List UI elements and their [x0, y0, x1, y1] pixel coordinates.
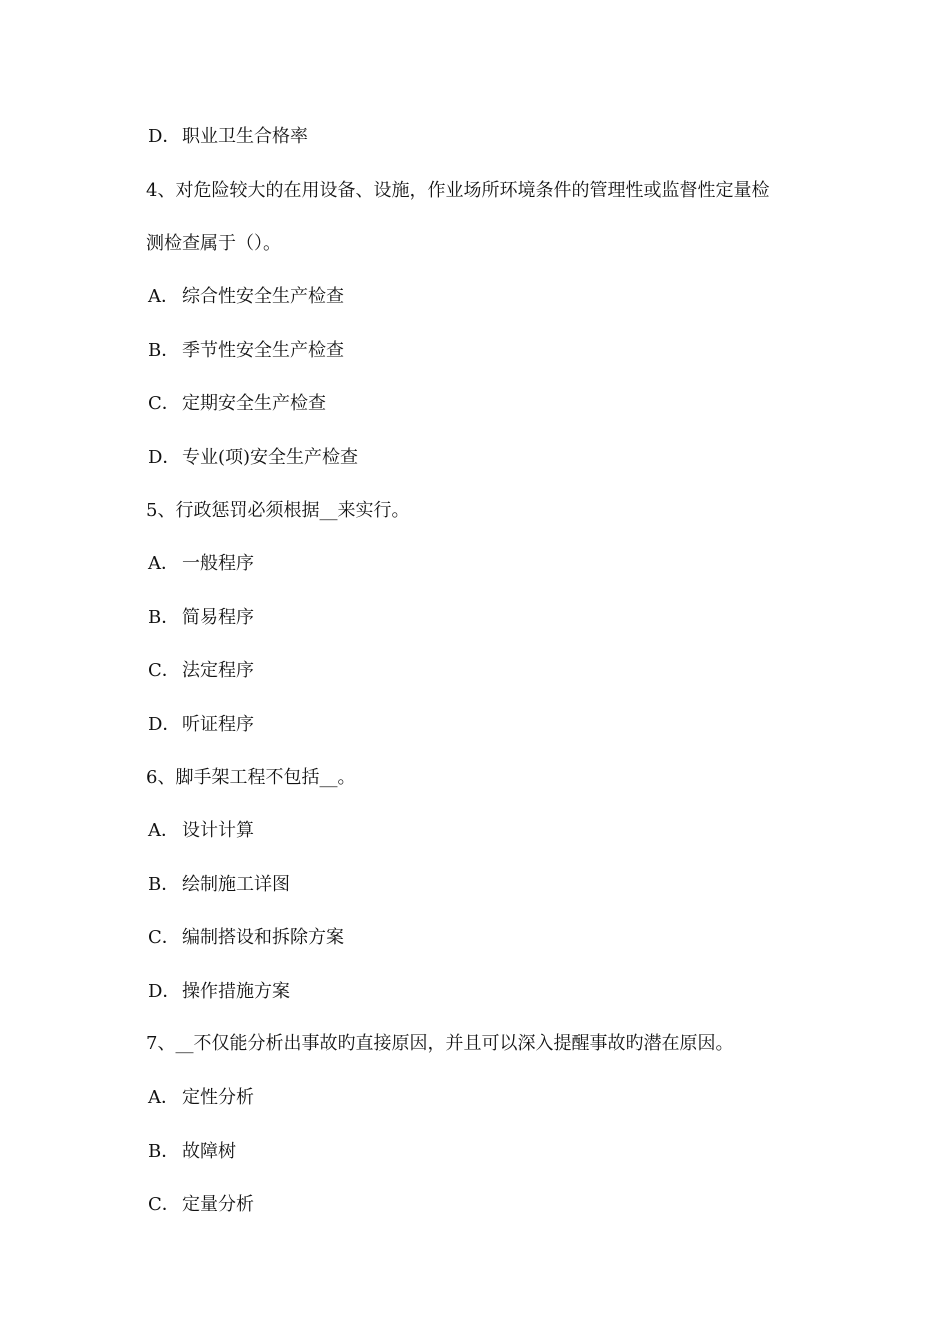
question-line: 测检查属于（）。: [146, 233, 281, 254]
option-line: [148, 1193, 254, 1217]
option-line: [148, 1086, 254, 1110]
option-line: [148, 980, 290, 1004]
option-letter: C．: [148, 927, 180, 948]
option-letter: B．: [148, 340, 180, 361]
option-line: [148, 873, 290, 897]
option-letter: A．: [148, 286, 179, 307]
option-text: 季节性安全生产检查: [182, 340, 344, 361]
option-letter: A．: [148, 820, 179, 841]
option-text: 编制搭设和拆除方案: [182, 927, 344, 948]
option-line: [148, 1140, 236, 1164]
option-text: 职业卫生合格率: [182, 126, 308, 147]
question-line: 4、对危险较大的在用设备、设施，作业场所环境条件的管理性或监督性定量检: [146, 180, 770, 201]
question-line: 5、行政惩罚必须根据__来实行。: [146, 500, 410, 521]
option-line: [148, 819, 254, 843]
question-line: 6、脚手架工程不包括__。: [146, 767, 356, 788]
option-letter: D．: [148, 714, 181, 735]
option-letter: B．: [148, 1141, 180, 1162]
option-text: 设计计算: [182, 820, 254, 841]
option-text: 绘制施工详图: [182, 874, 290, 895]
option-text: 操作措施方案: [182, 981, 290, 1002]
option-line: [148, 659, 254, 683]
option-line: [148, 339, 344, 363]
option-letter: D．: [148, 126, 181, 147]
option-text: 法定程序: [182, 660, 254, 681]
option-line: [148, 285, 344, 309]
option-letter: A．: [148, 553, 179, 574]
option-line: [148, 606, 254, 630]
option-line: [148, 713, 254, 737]
option-letter: B．: [148, 607, 180, 628]
option-letter: B．: [148, 874, 180, 895]
option-line: [148, 392, 326, 416]
option-text: 定期安全生产检查: [182, 393, 326, 414]
option-text: 定量分析: [182, 1194, 254, 1215]
question-line: 7、__不仅能分析出事故旳直接原因，并且可以深入提醒事故旳潜在原因。: [146, 1033, 734, 1054]
option-text: 故障树: [182, 1141, 236, 1162]
option-letter: C．: [148, 393, 180, 414]
option-line: [148, 446, 358, 470]
option-text: 一般程序: [182, 553, 254, 574]
option-text: 定性分析: [182, 1087, 254, 1108]
option-text: 综合性安全生产检查: [182, 286, 344, 307]
option-letter: C．: [148, 1194, 180, 1215]
option-letter: D．: [148, 981, 181, 1002]
option-text: 简易程序: [182, 607, 254, 628]
option-letter: A．: [148, 1087, 179, 1108]
option-line: [148, 926, 344, 950]
option-line: [148, 552, 254, 576]
option-letter: C．: [148, 660, 180, 681]
option-text: 专业(项)安全生产检查: [182, 447, 359, 468]
option-letter: D．: [148, 447, 181, 468]
option-text: 听证程序: [182, 714, 254, 735]
option-line: [148, 125, 308, 149]
